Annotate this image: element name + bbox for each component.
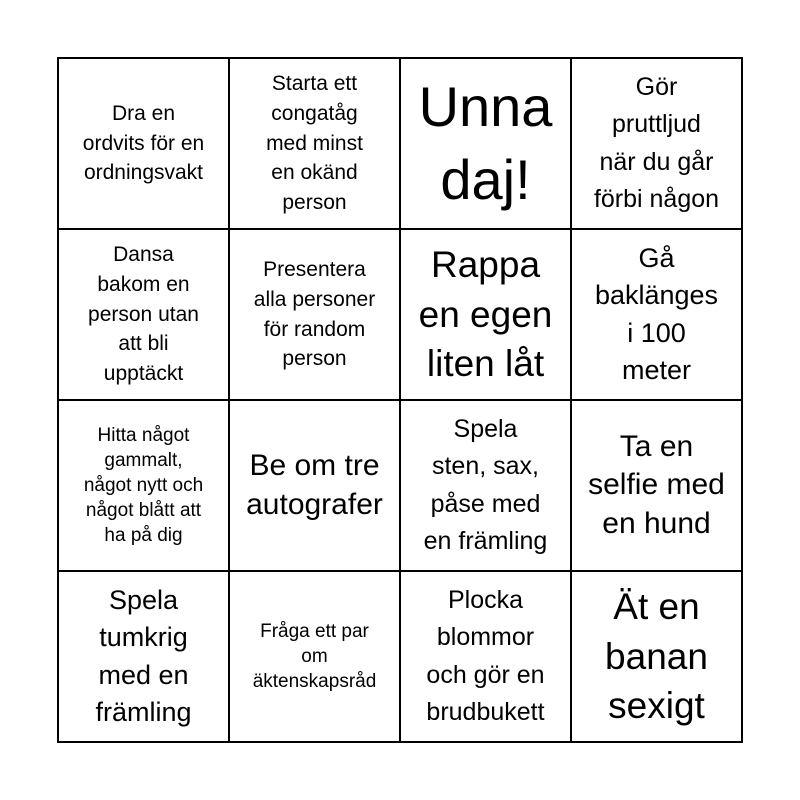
cell-text: Starta ett congatåg med minst en okänd person xyxy=(266,71,363,215)
bingo-cell-r1c1[interactable] xyxy=(58,58,229,229)
cell-text: Hitta något gammalt, något nytt och något blått att ha på dig xyxy=(83,424,204,547)
bingo-cell-r4c3[interactable] xyxy=(400,571,571,742)
bingo-cell-r2c4[interactable] xyxy=(571,229,742,400)
cell-text: Gå baklänges i 100 meter xyxy=(594,243,719,385)
bingo-cell-r2c3[interactable] xyxy=(400,229,571,400)
bingo-cell-r2c2[interactable] xyxy=(229,229,400,400)
bingo-cell-r1c2[interactable] xyxy=(229,58,400,229)
bingo-cell-r4c4[interactable] xyxy=(571,571,742,742)
cell-text: Spela tumkrig med en främling xyxy=(95,585,192,727)
cell-text: Spela sten, sax, påse med en främling xyxy=(423,414,548,555)
cell-text: Be om tre autografer xyxy=(246,449,383,521)
bingo-cell-r2c1[interactable] xyxy=(58,229,229,400)
cell-text: Gör pruttljud när du går förbi någon xyxy=(593,72,720,213)
cell-text: Presentera alla personer för random person xyxy=(253,257,376,371)
cell-text: Ät en banan sexigt xyxy=(605,585,708,727)
cell-text: Fråga ett par om äktenskapsråd xyxy=(252,620,377,693)
bingo-cell-r3c3[interactable] xyxy=(400,400,571,571)
bingo-cell-r4c2[interactable] xyxy=(229,571,400,742)
cell-text: Dansa bakom en person utan att bli upptäckt xyxy=(88,242,199,386)
bingo-cell-r4c1[interactable] xyxy=(58,571,229,742)
cell-text: Rappa en egen liten låt xyxy=(418,243,553,385)
cell-text: Unna daj! xyxy=(418,74,553,211)
cell-text: Plocka blommor och gör en brudbukett xyxy=(426,585,545,726)
bingo-board xyxy=(57,57,743,743)
bingo-cell-r3c4[interactable] xyxy=(571,400,742,571)
bingo-cell-r3c2[interactable] xyxy=(229,400,400,571)
bingo-cell-r1c3[interactable] xyxy=(400,58,571,229)
cell-text: Dra en ordvits för en ordningsvakt xyxy=(82,101,205,185)
bingo-cell-r3c1[interactable] xyxy=(58,400,229,571)
bingo-cell-r1c4[interactable] xyxy=(571,58,742,229)
cell-text: Ta en selfie med en hund xyxy=(588,429,725,540)
